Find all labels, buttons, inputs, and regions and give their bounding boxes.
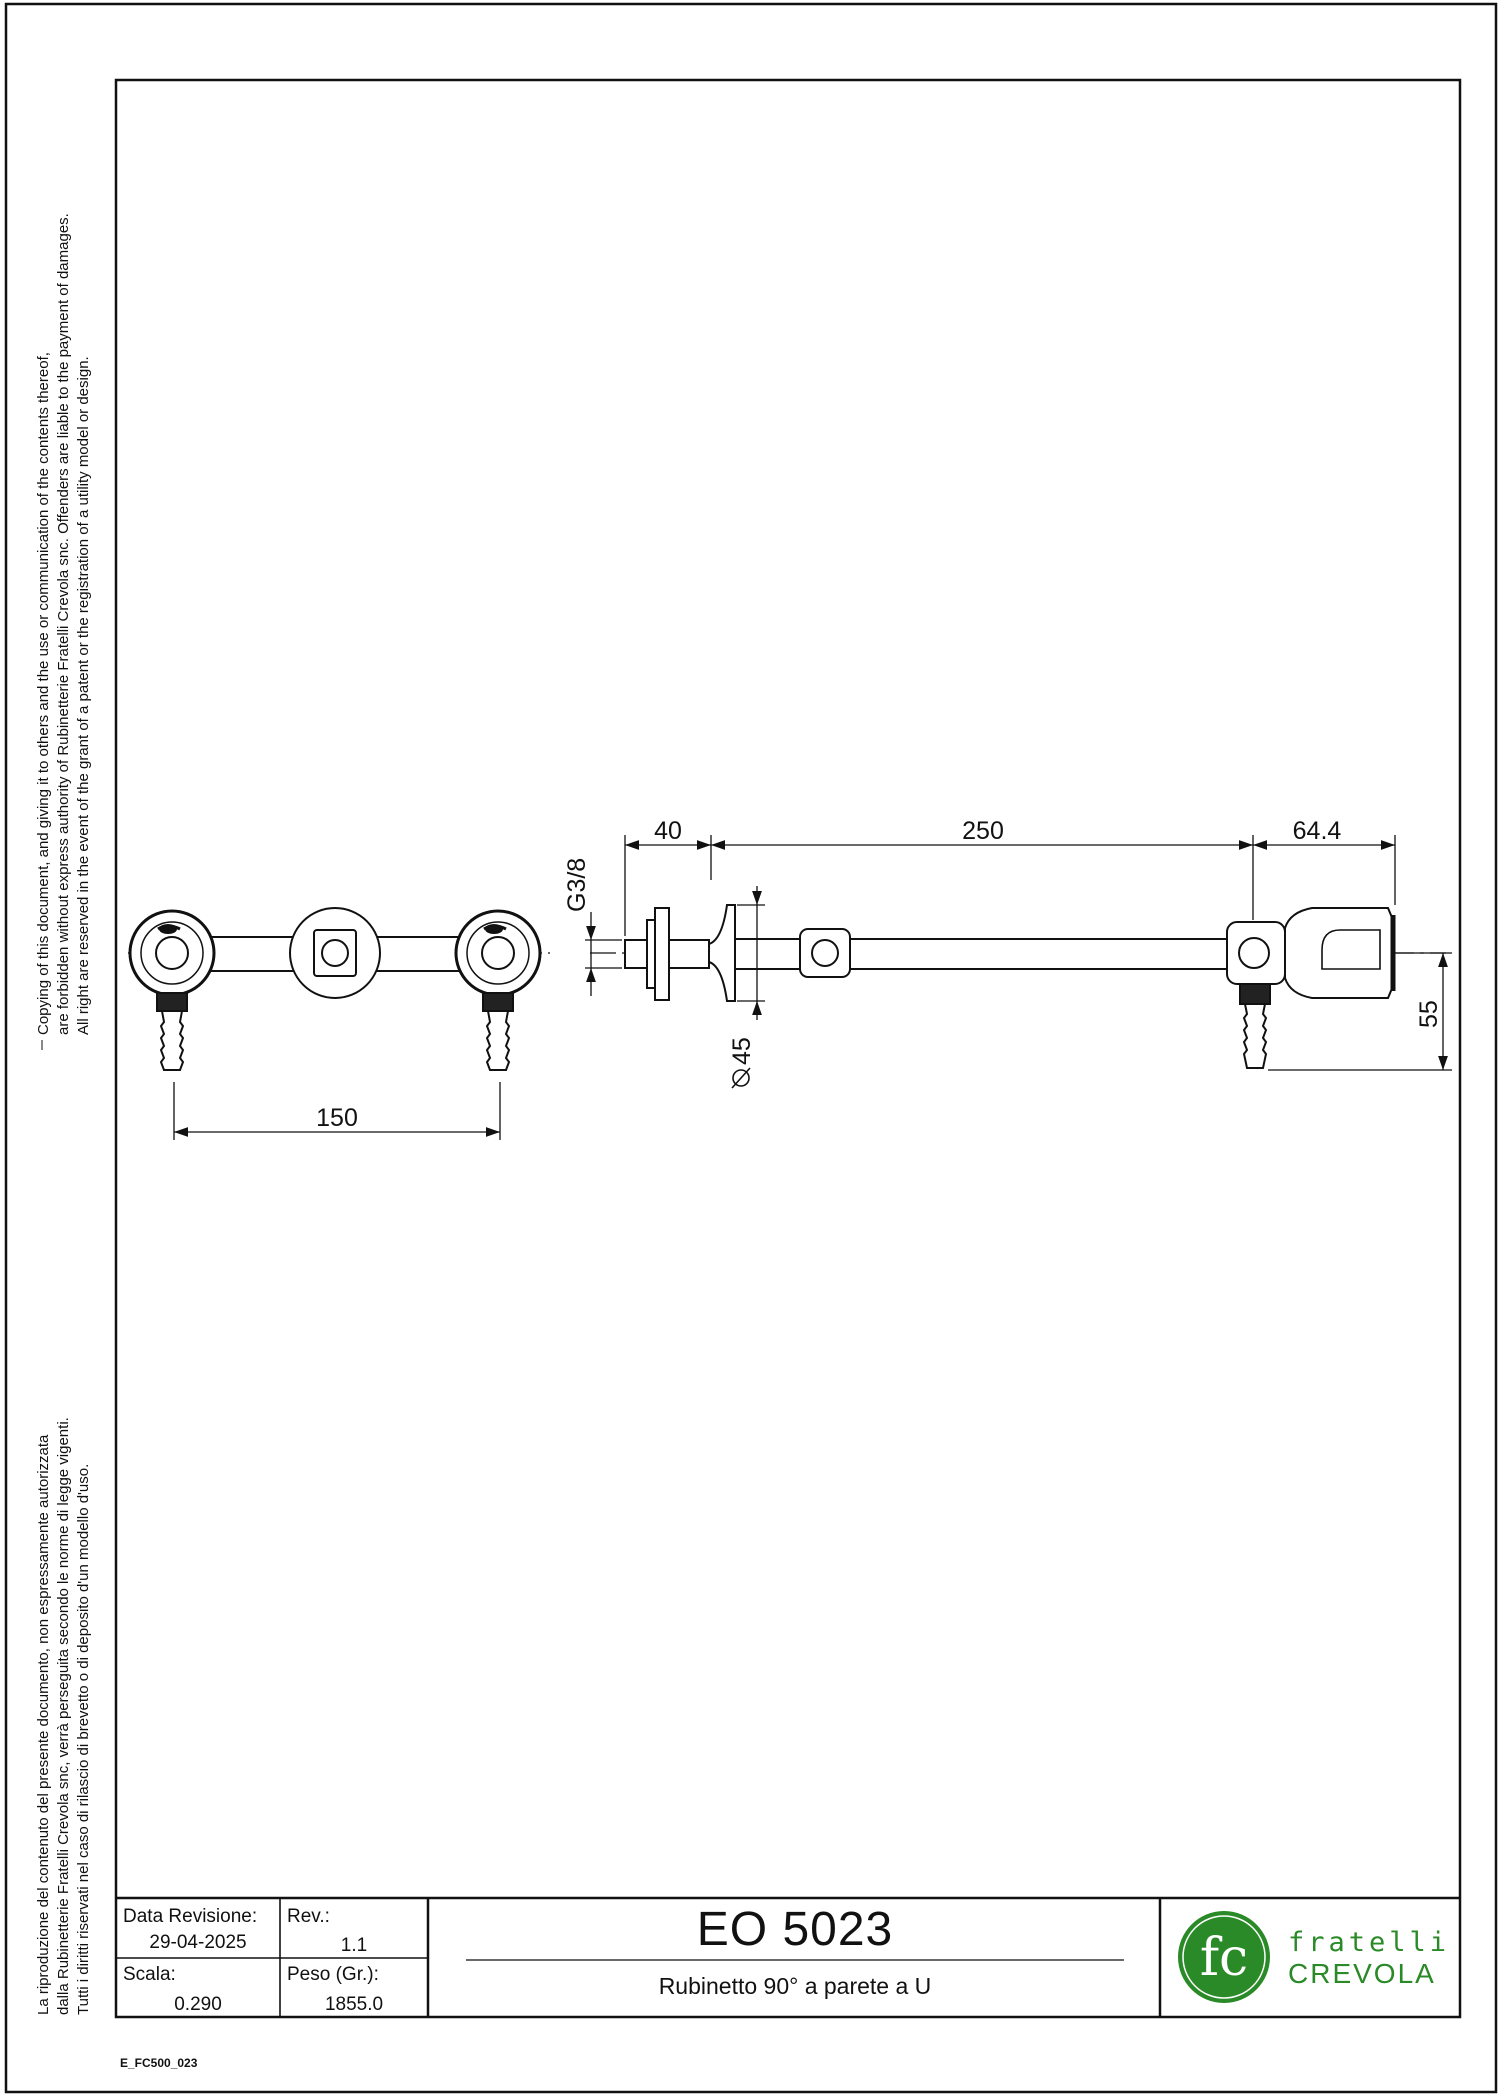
revision-date-value: 29-04-2025 [149, 1932, 247, 1953]
dimension-55-label: 55 [1415, 1000, 1443, 1028]
dimension-top-chain [625, 835, 1395, 936]
dimension-diameter-label: 45 [728, 1037, 756, 1065]
side-view [590, 905, 1446, 1068]
dimension-64-4-label: 64.4 [1292, 817, 1342, 845]
legal-notice-italian: La riproduzione del contenuto del presente documento, non espressamente autorizzata dalla Rubinetterie Fratelli Crevola snc, verrà perseguita secondo le norme di legge vigenti. Tutti i diritti riservati nel caso di rilascio di brevetto o di deposito d'un modello d'uso. [35, 1417, 92, 2015]
dimension-150-label: 150 [316, 1104, 358, 1132]
legal-notice-english: Copying of this document, and giving it to others and the use or communication of the contents thereof, are forbidden without express authority of Rubinetterie Fratelli Crevola snc. Offenders are liable to the payment of damages. All right are reserved in the event of the grant of a patent or the registration of a utility model or design. [35, 213, 92, 1035]
revision-date-label: Data Revisione: [123, 1906, 258, 1927]
front-view [128, 908, 550, 1070]
file-identifier: E_FC500_023 [120, 2056, 198, 2070]
logo-text-crevola: CREVOLA [1288, 1958, 1436, 1989]
revision-value: 1.1 [340, 1935, 368, 1956]
weight-value: 1855.0 [324, 1994, 384, 2015]
product-description: Rubinetto 90° a parete a U [658, 1973, 932, 1999]
diameter-symbol-icon [732, 1068, 750, 1088]
svg-text:fc: fc [1199, 1928, 1249, 1988]
dimension-250-label: 250 [962, 817, 1004, 845]
fratelli-crevola-logo [1178, 1911, 1270, 2003]
product-code: EO 5023 [696, 1903, 894, 1956]
dimension-thread [585, 912, 622, 996]
revision-label: Rev.: [287, 1906, 330, 1927]
weight-label: Peso (Gr.): [287, 1964, 379, 1985]
scale-value: 0.290 [174, 1994, 222, 2015]
scale-label: Scala: [123, 1964, 176, 1985]
dimension-40-label: 40 [654, 817, 682, 845]
dimension-thread-label: G3/8 [563, 857, 591, 912]
logo-text-fratelli: fratelli [1288, 1927, 1451, 1958]
